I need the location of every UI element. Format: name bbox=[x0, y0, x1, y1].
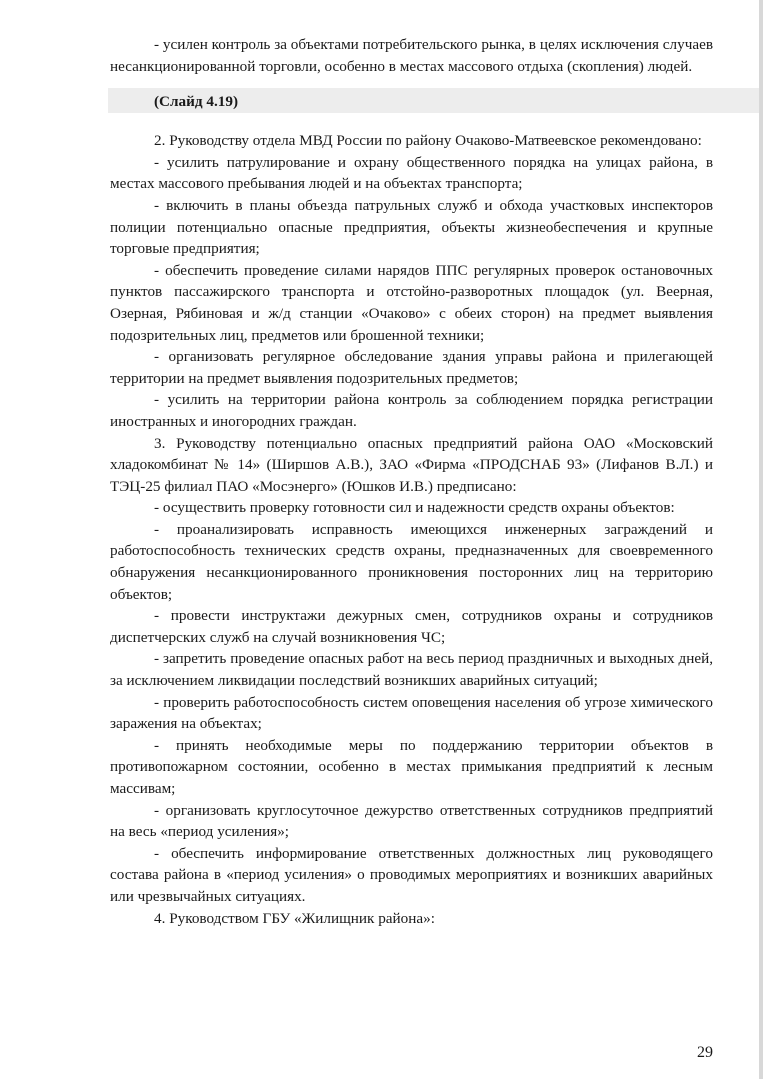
paragraph: 4. Руководством ГБУ «Жилищник района»: bbox=[154, 909, 435, 927]
paragraph: - усилить на территории района контроль за соблюдением порядка регистрации иностранных и иногородних граждан. bbox=[110, 391, 713, 430]
paragraph: 3. Руководству потенциально опасных предприятий района ОАО «Московский хладокомбинат № 14» (Ширшов А.В.), ЗАО «Фирма «ПРОДСНАБ 93» (Лифанов В.Л.) и ТЭЦ-25 филиал ПАО «Мосэнерго» (Юшков И.В.) предписано: bbox=[110, 434, 713, 495]
paragraph: - организовать регулярное обследование здания управы района и прилегающей территории на предмет выявления подозрительных предметов; bbox=[110, 348, 713, 387]
paragraph: 2. Руководству отдела МВД России по району Очаково-Матвеевское рекомендовано: bbox=[154, 132, 702, 150]
section-gap bbox=[110, 113, 713, 130]
paragraph: - обеспечить проведение силами нарядов ППС регулярных проверок остановочных пунктов пассажирского транспорта и отстойно-разворотных площадок (ул. Веерная, Озерная, Рябиновая и ж/д станции «Очаково» с обеих сторон) на предмет выявления подозрительных лиц, предметов или брошенной техники; bbox=[110, 261, 713, 344]
paragraph: - организовать круглосуточное дежурство ответственных сотрудников предприятий на весь «период усиления»; bbox=[110, 801, 713, 841]
paragraph: - усилен контроль за объектами потребительского рынка, в целях исключения случаев несанкционированной торговли, особенно в местах массового отдыха (скопления) людей. bbox=[110, 36, 713, 75]
paragraph: - усилить патрулирование и охрану общественного порядка на улицах района, в местах массового пребывания людей и на объектах транспорта; bbox=[110, 153, 713, 193]
paragraph: - проанализировать исправность имеющихся инженерных заграждений и работоспособность технических средств охраны, предназначенных для своевременного обнаружения несанкционированного проникновения посторонних лиц на территорию объектов; bbox=[110, 520, 713, 603]
slide-heading: (Слайд 4.19) bbox=[108, 88, 763, 113]
paragraph: - включить в планы объезда патрульных служб и обхода участковых инспекторов полиции потенциально опасные предприятия, объекты жизнеобеспечения и крупные торговые предприятия; bbox=[110, 196, 713, 258]
top-text-block bbox=[110, 34, 713, 77]
paragraph: - проверить работоспособность систем оповещения населения об угрозе химического заражения на объектах; bbox=[110, 693, 713, 733]
paragraph: - запретить проведение опасных работ на весь период праздничных и выходных дней, за исключением ликвидации последствий возникших аварийных ситуаций; bbox=[110, 650, 713, 690]
paragraph: - провести инструктажи дежурных смен, сотрудников охраны и сотрудников диспетчерских служб на случай возникновения ЧС; bbox=[110, 607, 713, 646]
page-number: 29 bbox=[697, 1044, 713, 1061]
paragraph: - обеспечить информирование ответственных должностных лиц руководящего состава района в «период усиления» о проводимых мероприятиях и возникших аварийных или чрезвычайных ситуациях. bbox=[110, 844, 713, 905]
main-text-block bbox=[110, 130, 713, 929]
paragraph: - принять необходимые меры по поддержанию территории объектов в противопожарном состоянии, особенно в местах примыкания предприятий к лесным массивам; bbox=[110, 736, 713, 797]
paragraph: - осуществить проверку готовности сил и надежности средств охраны объектов: bbox=[154, 499, 675, 517]
